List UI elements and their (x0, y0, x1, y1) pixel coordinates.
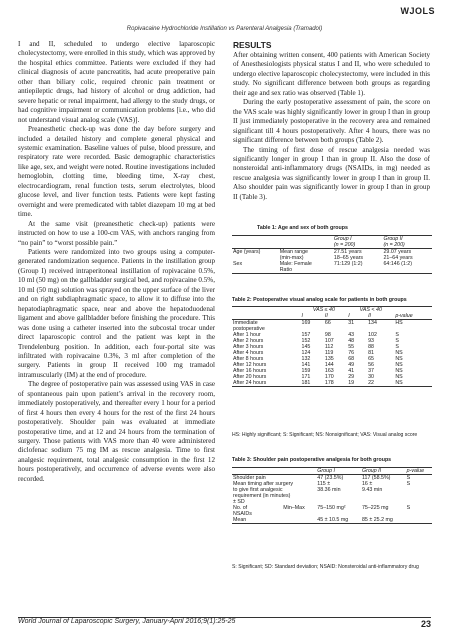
table-cell: 163 (324, 368, 334, 374)
table-cell: 9.43 min (361, 487, 383, 493)
table-row (232, 380, 432, 387)
table2-caption: Table 2: Postoperative visual analog scale for patients in both groups (232, 297, 407, 303)
table-cell: 55 (348, 344, 355, 350)
table-cell: NS (395, 368, 403, 374)
table-cell (382, 267, 432, 274)
table-cell: 38.36 min (317, 487, 341, 493)
table-cell: Shoulder pain (233, 475, 266, 481)
table-cell: 65 (368, 356, 374, 362)
right-column (233, 40, 430, 202)
table1-header: Group I (333, 236, 383, 243)
table2-header: VAS ≤ 40 (301, 307, 348, 314)
table-cell: After 12 hours (233, 362, 267, 368)
table-cell: 56 (368, 362, 374, 368)
table-cell: 132 (301, 356, 311, 362)
table2-header: II (367, 313, 394, 320)
paragraph: Patients were randomized into two groups using a computer-generated randomization sequence. Patients in the instillation group (Group I) received intraperitoneal instillation of ropivacaine 0.5%, 10 ml (50 mg) on the gallbladder surgical bed, and ropivacaine 0.5%, 10 ml (50 mg) solution was sprayed on the upper surface of the liver and on right subdiaphragmatic space, to allow it to diffuse into the hepatodiaphragmatic space, near and above the hepatoduodenal ligament and above gallbladder before finishing the procedure. This was done using a catheter inserted into the subcostal trocar under direct laparoscopic control and the patient was kept in the Trendelenburg position. In addition, each four-portal site was infiltrated with ropivacaine 0.3%, 3 ml after completion of the surgery. Patients in group II received 100 mg tramadol intramuscularly (IM) at the end of procedure. (18, 247, 215, 379)
table-cell: 169 (301, 320, 311, 326)
table-row (232, 267, 432, 274)
table-cell: S (395, 338, 399, 344)
table-cell: 144 (324, 362, 334, 368)
paragraph: The degree of postoperative pain was assessed using VAS in case of spontaneous pain upon patient’s arrival in the recovery room, immediately postoperatively, and thereafter every 1 hour for a period of first 4 hours then every 4 hours for the rest of the first 24 hours postoperatively. Shoulder pain was evaluated at immediate postoperative time, and at 12 and 24 hours from the termination of surgery. Those patients with VAS more than 40 were administered diclofenac sodium 75 mg IM as rescue analgesia. Time to first analgesic requirement, total analgesic consumption in the first 12 hours postoperatively, and occurrence of adverse events were also recorded. (18, 380, 215, 483)
table-cell: 37 (368, 368, 374, 374)
table-cell: Age (years) (233, 249, 261, 255)
table-cell: 45 ± 10.5 mg (316, 517, 361, 524)
paragraph: The timing of first dose of rescue analgesia needed was significantly longer in group I than in group II. Also the dose of nonsteroidal anti-inflammatory drugs (NSAIDs, in mg) needed as rescue analgesia was significantly lower in group I than in group II. Also shoulder pain was significantly lower in group I than in group II (Table 3). (233, 145, 430, 201)
left-column (18, 40, 215, 484)
table-cell: NS (395, 356, 403, 362)
table-cell: S (406, 505, 411, 511)
table-cell: Min–Max (283, 505, 305, 511)
table3-caption: Table 3: Shoulder pain postoperative analgesia for both groups (232, 457, 392, 463)
table-cell: NS (395, 362, 403, 368)
table-cell: After 24 hours (232, 380, 301, 387)
table1-header: (n = 200) (382, 242, 432, 249)
table-cell: postoperative (233, 326, 265, 332)
table-cell: 66 (324, 320, 331, 326)
table-cell: 170 (324, 374, 334, 380)
table-cell: 49 (348, 362, 355, 368)
table-cell: NS (395, 350, 403, 356)
table2-header: I (301, 313, 324, 320)
table2 (232, 306, 432, 387)
table-cell: 112 (324, 344, 334, 350)
table-cell: 107 (324, 338, 334, 344)
table3-header: Group II (361, 468, 406, 475)
table-cell: 93 (368, 338, 374, 344)
table2-header: II (324, 313, 347, 320)
table-cell: Mean range (279, 249, 308, 255)
table1-header: Group II (382, 236, 432, 243)
table-cell: to give first analgesic (233, 487, 283, 493)
table-cell: 75–150 mg² (317, 505, 346, 511)
table-cell: NSAIDs (233, 511, 252, 517)
table-cell: 159 (301, 368, 311, 374)
results-heading: RESULTS (233, 40, 272, 50)
paragraph: At the same visit (preanesthetic check-up) patients were instructed on how to use a 100-cm VAS, with anchors ranging from “no pain” to “worst possible pain.” (18, 219, 215, 247)
table-cell: 81 (368, 350, 374, 356)
table-cell: 102 (368, 332, 377, 338)
table-cell: NS (394, 380, 432, 387)
table-cell: 157 (301, 332, 311, 338)
table-cell: 18–65 years (333, 255, 364, 261)
table-cell: 19 (347, 380, 367, 387)
table-cell: requirement (in minutes) (233, 493, 291, 499)
table-cell: 145 (301, 344, 311, 350)
table-cell: After 2 hours (233, 338, 264, 344)
table-cell: 29 (348, 374, 355, 380)
table-cell: 22 (367, 380, 394, 387)
table-cell: (min-max) (279, 255, 304, 261)
table2-header: VAS < 40 (347, 307, 394, 314)
table1 (232, 235, 432, 274)
table-cell: 64:146 (1:2) (383, 261, 413, 267)
table-cell: S (406, 481, 411, 487)
table-cell (232, 267, 279, 274)
table-cell: 115 ± (317, 481, 331, 487)
table-cell: 43 (348, 332, 355, 338)
journal-name: WJOLS (400, 6, 435, 16)
table-cell: S (406, 475, 411, 481)
table-cell: 119 (324, 350, 334, 356)
table-cell: 27.51 years (333, 249, 362, 255)
footer-citation: World Journal of Laparoscopic Surgery, January-April 2016;9(1):25-25 (18, 618, 236, 625)
table-cell: 124 (301, 350, 311, 356)
table2-footnote: HS: Highly significant; S: Significant; NS: Nonsignificant; VAS: Visual analog score (232, 432, 418, 438)
table-cell: S (395, 344, 399, 350)
table-cell: 117 (58.5%) (361, 475, 391, 481)
table-cell: After 16 hours (233, 368, 267, 374)
table-row (232, 517, 432, 524)
table-cell: 98 (324, 332, 331, 338)
table1-caption: Table 1: Age and sex of both groups (257, 225, 348, 231)
table-cell: 88 (368, 344, 374, 350)
page-footer (18, 617, 431, 629)
page-number: 23 (420, 619, 431, 629)
table-cell: 31 (348, 320, 355, 326)
table3-footnote: S: Significant; SD: Standard deviation; NSAID: Nonsteroidal anti-inflammatory drug (232, 564, 419, 570)
table3 (232, 467, 432, 524)
table-cell: 134 (368, 320, 377, 326)
table1-header: (n = 200) (333, 242, 383, 249)
table-cell: S (395, 332, 399, 338)
table-cell: 76 (348, 350, 355, 356)
paragraph: I and II, scheduled to undergo elective laparoscopic cholecystectomy, were enrolled in this study, which was approved by the hospital ethics committee. Patients were excluded if they had clinical diagnosis of acute pancreatitis, had acute preoperative pain other than biliary colic, required chronic pain treatment or antiepileptic drugs, had history of alcohol or drug addiction, had severe hepatic or renal impairment, had allergy to the study drugs, or had cognitive impairment or communication problems [i.e., who did not understand visual analog scale (VAS)]. (18, 40, 215, 124)
table-cell: 47 (23.5%) (317, 475, 344, 481)
table-cell: 41 (348, 368, 355, 374)
table-cell: 30 (368, 374, 374, 380)
table-cell: 48 (348, 338, 355, 344)
table-cell: Sex (233, 261, 243, 267)
table-cell: Immediate (233, 320, 258, 326)
table3-header: p-value (406, 468, 432, 475)
paragraph: During the early postoperative assessment of pain, the score on the VAS scale was highly significantly lower in group I than in group II just immediately postoperative in the recovery area and remained significant till 4 hours postoperatively. After 4 hours, there was no significant difference between both groups (Table 2). (233, 98, 430, 145)
table-cell: Ratio (279, 267, 333, 274)
table-cell: ± SD (233, 499, 245, 505)
table-cell: Mean timing after surgery (233, 481, 294, 487)
table-cell: 181 (301, 380, 324, 387)
paragraph: After obtaining written consent, 400 patients with American Society of Anesthesiologists physical status I and II, who were scheduled to undergo elective laparoscopic cholecystectomy, were included in this study. No significant difference between both groups as regarding their age and sex ratio was observed (Table 1). (233, 51, 430, 97)
table-cell: After 4 hours (233, 350, 264, 356)
table-cell: 21–64 years (383, 255, 413, 261)
paragraph: Preanesthetic check-up was done the day before surgery and included a detailed history and complete general physical and systemic examination. Baseline values of pulse, blood pressure, and respiratory rate were recorded. Basic demographic characteristics like age, sex, and weight were noted. Routine investigations included hemoglobin, clotting time, bleeding time, X-ray chest, electrocardiogram, renal function tests, serum electrolytes, blood glucose level, and liver function tests. Patients were kept fasting overnight and were premedicated with tablet diazepam 10 mg at bed time. (18, 125, 215, 219)
table2-header: p-value (394, 313, 432, 320)
table-cell: After 20 hours (233, 374, 267, 380)
table2-header: I (347, 313, 367, 320)
table-cell: NS (395, 374, 403, 380)
table-cell: 135 (324, 356, 334, 362)
table-cell: After 3 hours (233, 344, 264, 350)
table-cell: 141 (301, 362, 311, 368)
table-cell (333, 267, 383, 274)
running-title: Ropivacaine Hydrochloride Instillation vs Parenteral Analgesia (Tramadol) (126, 26, 323, 32)
table-cell: After 1 hour (233, 332, 261, 338)
table-cell: 171 (301, 374, 311, 380)
table3-header: Group I (316, 468, 361, 475)
table-cell: After 8 hours (233, 356, 264, 362)
table-cell: Male: Female (279, 261, 312, 267)
table-cell: 178 (324, 380, 347, 387)
table-cell: 71:129 (1:2) (333, 261, 363, 267)
table-cell: HS (395, 320, 403, 326)
table-cell: 29.07 years (383, 249, 412, 255)
table-cell: 75–225 mg (361, 505, 389, 511)
table-cell: 16 ± (361, 481, 373, 487)
table-cell: No. of (233, 505, 248, 511)
table-cell: 152 (301, 338, 311, 344)
table-cell: Mean (232, 517, 282, 524)
table-cell: 85 ± 25.2 mg (361, 517, 406, 524)
table-cell: 68 (348, 356, 355, 362)
